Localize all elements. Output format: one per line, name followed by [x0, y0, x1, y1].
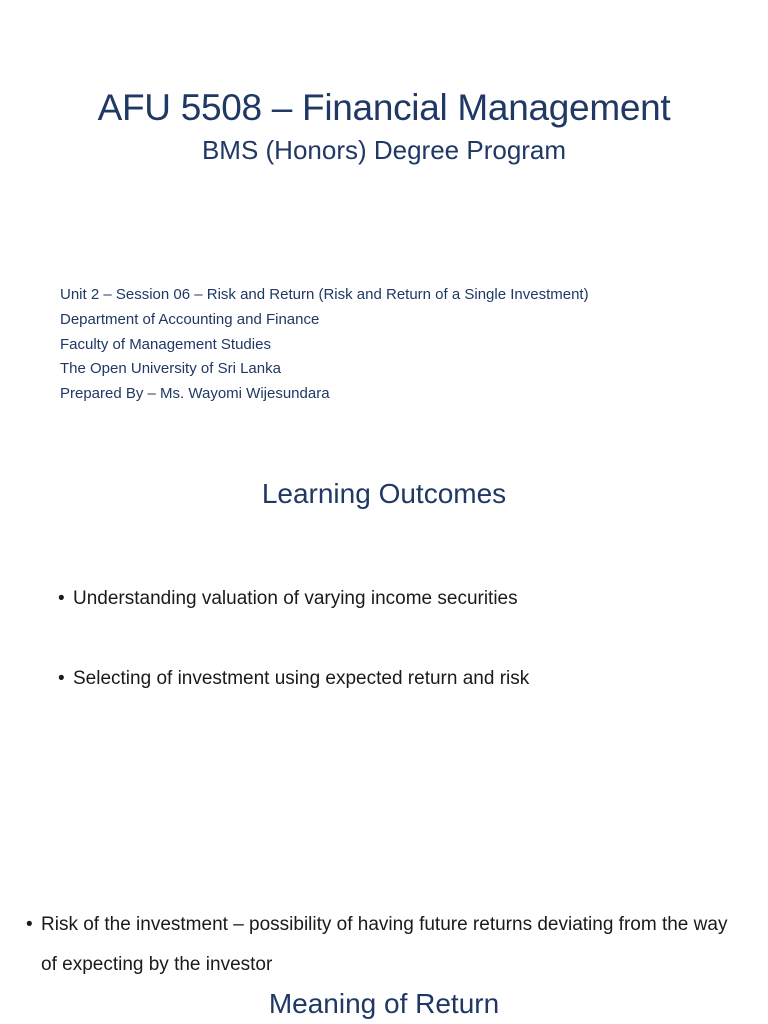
info-line-department: Department of Accounting and Finance	[60, 310, 320, 328]
info-line-university: The Open University of Sri Lanka	[60, 360, 281, 378]
learning-outcome-item	[58, 579, 738, 619]
bullet-icon: •	[58, 588, 65, 609]
slide-subtitle: BMS (Honors) Degree Program	[201, 135, 567, 165]
meaning-of-return-heading: Meaning of Return	[268, 988, 500, 1019]
info-line-prepared-by: Prepared By – Ms. Wayomi Wijesundara	[60, 385, 330, 403]
slide-title: AFU 5508 – Financial Management	[97, 87, 671, 128]
bullet-icon: •	[58, 668, 65, 689]
learning-outcome-item	[58, 659, 738, 699]
learning-outcome-text: Understanding valuation of varying income securities	[73, 588, 518, 609]
info-line-unit: Unit 2 – Session 06 – Risk and Return (Risk and Return of a Single Investment)	[60, 286, 589, 303]
learning-outcome-text: Selecting of investment using expected return and risk	[73, 668, 530, 689]
risk-definition-item	[26, 905, 746, 985]
info-line-faculty: Faculty of Management Studies	[60, 335, 271, 353]
learning-outcomes-heading: Learning Outcomes	[261, 478, 507, 509]
bullet-icon: •	[26, 914, 33, 935]
course-info-list	[60, 283, 740, 407]
risk-definition-text: Risk of the investment – possibility of having future returns deviating from the way of expecting by the investor	[41, 914, 728, 975]
